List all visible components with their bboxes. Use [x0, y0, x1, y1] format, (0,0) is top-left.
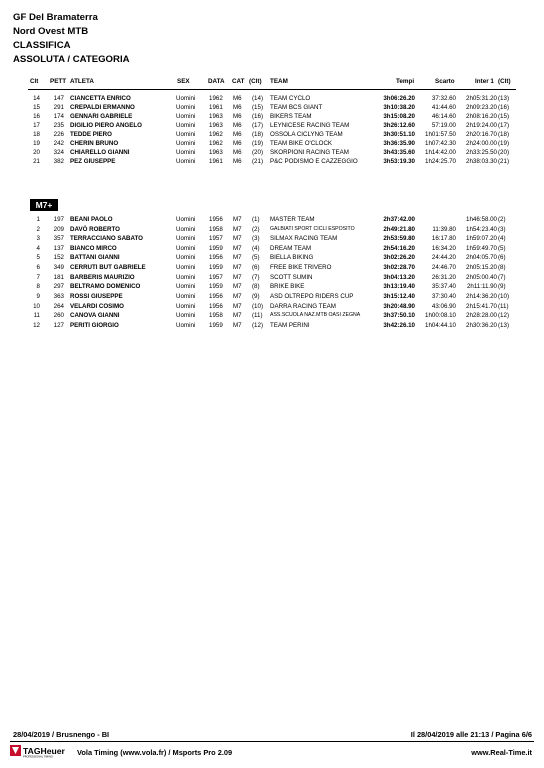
cell-cat: M7: [233, 292, 242, 300]
cell-team: BIELLA BIKING: [270, 254, 314, 262]
m7-result-row: [0, 302, 544, 311]
m6-result-row: [0, 94, 544, 103]
cell-cc: (6): [252, 264, 260, 272]
cell-atleta: VELARDI COSIMO: [70, 302, 124, 310]
cell-inter: 2h14:36.20: [466, 292, 497, 300]
cell-atleta: CIANCETTA ENRICO: [70, 95, 131, 102]
cell-scarto: 11:39.80: [432, 225, 456, 233]
cell-scarto: 16:17.80: [431, 235, 456, 243]
cell-sex: Uomini: [176, 225, 196, 233]
m7-result-row: [0, 225, 544, 234]
cell-cat: M7: [233, 225, 242, 233]
cell-cc: (8): [252, 283, 260, 291]
cell-pett: 260: [53, 312, 64, 320]
cell-ic: (8): [498, 264, 506, 272]
cell-cat: M6: [233, 122, 242, 129]
cell-ic: (9): [498, 283, 506, 291]
cell-ic: (18): [498, 131, 510, 138]
cell-team: DREAM TEAM: [270, 244, 312, 252]
col-pett: PETT: [50, 78, 67, 85]
m6-result-row: [0, 121, 544, 130]
cell-cc: (20): [252, 149, 264, 156]
m6-result-row: [0, 130, 544, 139]
col-tempi: Tempi: [396, 78, 415, 85]
cell-clt: 21: [33, 158, 40, 165]
cell-inter: 1h46:58.00: [466, 216, 497, 223]
cell-ic: (21): [498, 158, 510, 165]
cell-atleta: CHIARELLO GIANNI: [70, 149, 130, 156]
cell-cc: (4): [252, 244, 260, 252]
col-inter-rank: (Clt): [498, 78, 511, 85]
cell-sex: Uomini: [176, 292, 196, 300]
cell-sex: Uomini: [176, 140, 196, 147]
cell-pett: 152: [53, 254, 64, 262]
svg-text:TAGHeuer: TAGHeuer: [23, 746, 65, 756]
cell-atleta: DIGILIO PIERO ANGELO: [70, 122, 142, 129]
cell-cc: (18): [252, 131, 264, 138]
cell-inter: 2h20:16.70: [466, 131, 497, 138]
cell-ic: (10): [498, 292, 510, 300]
cell-data: 1959: [209, 283, 223, 291]
m6-result-row: [0, 139, 544, 148]
cell-sex: Uomini: [176, 95, 196, 102]
cell-inter: 2h09:23.20: [466, 104, 497, 111]
cell-inter: 1h59:49.70: [466, 244, 497, 252]
cell-clt: 9: [36, 292, 40, 300]
cell-atleta: ROSSI GIUSEPPE: [70, 292, 123, 300]
cell-data: 1958: [209, 312, 223, 320]
cell-clt: 3: [36, 235, 40, 243]
cell-ic: (13): [498, 321, 510, 329]
cell-tempi: 3h36:35.90: [383, 140, 415, 147]
col-sex: SEX: [177, 78, 190, 85]
cell-team: SKORPIONI RACING TEAM: [270, 149, 349, 156]
cell-pett: 291: [53, 104, 64, 111]
cell-data: 1956: [209, 254, 223, 262]
cell-data: 1957: [209, 235, 223, 243]
col-scarto: Scarto: [435, 78, 455, 85]
cell-cat: M6: [233, 140, 242, 147]
cell-cat: M7: [233, 216, 242, 223]
cell-clt: 11: [33, 312, 40, 320]
cell-team: SILMAX RACING TEAM: [270, 235, 338, 243]
cell-atleta: BELTRAMO DOMENICO: [70, 283, 141, 291]
cell-team: SCOTT SUMIN: [270, 273, 313, 281]
cell-scarto: 24:44.20: [431, 254, 456, 262]
cell-scarto: 35:37.40: [431, 283, 456, 291]
cell-team: DARRA RACING TEAM: [270, 302, 336, 310]
cell-pett: 226: [53, 131, 64, 138]
cell-tempi: 3h02:26.20: [383, 254, 415, 262]
cell-cat: M7: [233, 321, 242, 329]
cell-cc: (5): [252, 254, 260, 262]
cell-data: 1962: [209, 140, 223, 147]
cell-cc: (12): [252, 321, 264, 329]
cell-tempi: 3h06:26.20: [383, 95, 415, 102]
cell-pett: 181: [53, 273, 64, 281]
cell-clt: 20: [33, 149, 40, 156]
cell-pett: 235: [53, 122, 64, 129]
cell-pett: 127: [53, 321, 64, 329]
cell-cc: (15): [252, 104, 264, 111]
cell-sex: Uomini: [176, 216, 196, 223]
cell-team: TEAM PERINI: [270, 321, 310, 329]
cell-ic: (13): [498, 95, 510, 102]
cell-data: 1963: [209, 149, 223, 156]
cell-clt: 17: [33, 122, 40, 129]
m6-result-row: [0, 148, 544, 157]
cell-pett: 363: [53, 292, 64, 300]
svg-text:PROFESSIONAL TIMING: PROFESSIONAL TIMING: [23, 755, 53, 758]
cell-sex: Uomini: [176, 312, 196, 320]
cell-inter: 2h33:25.50: [466, 149, 497, 156]
m7-result-row: [0, 273, 544, 282]
cell-team: LEYNICESE RACING TEAM: [270, 122, 350, 129]
cell-inter: 2h28:28.00: [466, 312, 497, 320]
cell-pett: 242: [53, 140, 64, 147]
footer-date-location: 28/04/2019 / Brusnengo - BI: [13, 730, 110, 739]
cell-scarto: 26:31.20: [431, 273, 456, 281]
cell-scarto: 24:46.70: [431, 264, 456, 272]
cell-atleta: PEZ GIUSEPPE: [70, 158, 116, 165]
cell-scarto: 57:19.00: [431, 122, 456, 129]
cell-scarto: 37:30.40: [431, 292, 456, 300]
cell-clt: 10: [33, 302, 40, 310]
cell-sex: Uomini: [176, 273, 196, 281]
cell-clt: 12: [33, 321, 40, 329]
cell-clt: 15: [33, 104, 40, 111]
cell-sex: Uomini: [176, 264, 196, 272]
footer-software-credit: Vola Timing (www.vola.fr) / Msports Pro 2.09: [77, 748, 233, 757]
col-cat-rank: (Clt): [249, 78, 262, 85]
cell-team: GALBIATI SPORT CICLI ESPOSITO: [270, 225, 355, 232]
cell-inter: 2h04:05.70: [466, 254, 497, 262]
cell-tempi: 3h43:35.60: [383, 149, 415, 156]
m7-result-row: [0, 263, 544, 272]
classification-title: CLASSIFICA: [13, 40, 71, 51]
cell-tempi: 3h10:38.20: [383, 104, 415, 111]
cell-cat: M7: [233, 302, 242, 310]
cell-scarto: 1h24:25.70: [425, 158, 456, 165]
cell-sex: Uomini: [176, 149, 196, 156]
cell-ic: (12): [498, 312, 510, 320]
footer-website: www.Real-Time.it: [471, 748, 532, 757]
cell-pett: 382: [53, 158, 64, 165]
cell-tempi: 3h13:19.40: [383, 283, 415, 291]
cell-cc: (1): [252, 216, 260, 223]
cell-data: 1956: [209, 216, 223, 223]
m7-result-row: [0, 244, 544, 253]
cell-inter: 2h11:11.90: [466, 283, 497, 291]
cell-scarto: 1h00:08.10: [425, 312, 456, 320]
cell-atleta: CANOVA GIANNI: [70, 312, 120, 320]
cell-sex: Uomini: [176, 104, 196, 111]
cell-tempi: 3h15:12.40: [383, 292, 415, 300]
m7-result-row: [0, 292, 544, 301]
cell-team: TEAM BIKE O'CLOCK: [270, 140, 333, 147]
col-cat: CAT: [232, 78, 245, 85]
cell-atleta: DAVÒ ROBERTO: [70, 225, 120, 233]
cell-cat: M6: [233, 158, 242, 165]
cell-ic: (2): [498, 216, 506, 223]
cell-scarto: 41:44.60: [431, 104, 456, 111]
cell-cat: M7: [233, 283, 242, 291]
cell-cc: (14): [252, 95, 264, 102]
cell-inter: 1h59:07.20: [466, 235, 497, 243]
cell-team: TEAM CYCLO: [270, 95, 311, 102]
cell-ic: (16): [498, 104, 510, 111]
cell-sex: Uomini: [176, 321, 196, 329]
cell-cat: M7: [233, 312, 242, 320]
m7-result-row: [0, 234, 544, 243]
cell-atleta: CREPALDI ERMANNO: [70, 104, 135, 111]
cell-sex: Uomini: [176, 302, 196, 310]
cell-cat: M7: [233, 235, 242, 243]
cell-cat: M6: [233, 95, 242, 102]
m7-result-row: [0, 215, 544, 224]
cell-data: 1961: [209, 158, 223, 165]
cell-tempi: 3h20:48.90: [383, 302, 415, 310]
cell-team: FREE BIKE TRIVERO: [270, 264, 332, 272]
cell-clt: 6: [36, 264, 40, 272]
cell-sex: Uomini: [176, 122, 196, 129]
cell-scarto: 1h14:42.00: [425, 149, 456, 156]
cell-atleta: GENNARI GABRIELE: [70, 113, 133, 120]
cell-sex: Uomini: [176, 244, 196, 252]
cell-data: 1956: [209, 302, 223, 310]
event-subtitle: Nord Ovest MTB: [13, 26, 89, 37]
cell-scarto: 46:14.60: [431, 113, 456, 120]
cell-team: BRIKE BIKE: [270, 283, 305, 291]
cell-inter: 2h38:03.30: [466, 158, 497, 165]
cell-pett: 357: [53, 235, 64, 243]
cell-pett: 297: [53, 283, 64, 291]
cell-clt: 8: [36, 283, 40, 291]
m6-result-row: [0, 112, 544, 121]
cell-data: 1963: [209, 122, 223, 129]
cell-sex: Uomini: [176, 235, 196, 243]
cell-cc: (7): [252, 273, 260, 281]
cell-pett: 137: [53, 244, 64, 252]
cell-inter: 2h05:15.20: [466, 264, 497, 272]
cell-atleta: BATTANI GIANNI: [70, 254, 120, 262]
cell-tempi: 3h37:50.10: [383, 312, 415, 320]
cell-ic: (5): [498, 244, 506, 252]
cell-cat: M7: [233, 273, 242, 281]
m7-result-row: [0, 253, 544, 262]
cell-ic: (15): [498, 113, 510, 120]
cell-team: OSSOLA CICLYNG TEAM: [270, 131, 343, 138]
cell-data: 1962: [209, 131, 223, 138]
cell-cat: M7: [233, 254, 242, 262]
col-clt: Clt: [30, 78, 39, 85]
cell-ic: (20): [498, 149, 510, 156]
cell-atleta: BIANCO MIRCO: [70, 244, 117, 252]
col-inter1: Inter 1: [475, 78, 494, 85]
col-data: DATA: [208, 78, 225, 85]
cell-tempi: 2h37:42.00: [383, 216, 415, 223]
cell-scarto: 1h07:42.30: [425, 140, 456, 147]
cell-inter: 1h54:23.40: [466, 225, 497, 233]
cell-tempi: 3h26:12.60: [383, 122, 415, 129]
cell-cat: M7: [233, 264, 242, 272]
cell-clt: 16: [33, 113, 40, 120]
cell-data: 1961: [209, 104, 223, 111]
cell-ic: (17): [498, 122, 510, 129]
cell-inter: 2h24:00.00: [466, 140, 497, 147]
cell-clt: 19: [33, 140, 40, 147]
cell-inter: 2h05:31.20: [466, 95, 497, 102]
cell-ic: (11): [498, 302, 509, 310]
cell-tempi: 3h15:08.20: [383, 113, 415, 120]
column-header-row: [0, 78, 544, 88]
cell-tempi: 3h02:28.70: [383, 264, 415, 272]
cell-ic: (7): [498, 273, 506, 281]
cell-cat: M6: [233, 131, 242, 138]
cell-scarto: 1h01:57.50: [425, 131, 456, 138]
cell-scarto: 1h04:44.10: [425, 321, 456, 329]
cell-cc: (11): [252, 312, 263, 320]
cell-data: 1959: [209, 244, 223, 252]
cell-inter: 2h15:41.70: [466, 302, 497, 310]
cell-atleta: CHERIN BRUNO: [70, 140, 119, 147]
cell-ic: (4): [498, 235, 506, 243]
cell-data: 1963: [209, 113, 223, 120]
cell-team: ASD OLTREPO RIDERS CUP: [270, 292, 354, 300]
cell-inter: 2h30:36.20: [466, 321, 497, 329]
cell-ic: (19): [498, 140, 510, 147]
cell-atleta: PERITI GIORGIO: [70, 321, 119, 329]
m7-result-row: [0, 282, 544, 291]
event-title: GF Del Bramaterra: [13, 12, 98, 23]
cell-clt: 4: [36, 244, 40, 252]
cell-team: P&C PODISMO E CAZZEGGIO: [270, 158, 358, 165]
cell-pett: 147: [53, 95, 64, 102]
cell-atleta: BEANI PAOLO: [70, 216, 113, 223]
cell-cat: M6: [233, 113, 242, 120]
cell-clt: 2: [36, 225, 40, 233]
m7-result-row: [0, 311, 544, 320]
cell-inter: 2h19:24.00: [466, 122, 497, 129]
cell-cc: (10): [252, 302, 264, 310]
m6-result-row: [0, 103, 544, 112]
col-atleta: ATLETA: [70, 78, 94, 85]
m6-result-row: [0, 157, 544, 166]
cell-pett: 324: [53, 149, 64, 156]
cell-inter: 2h05:00.40: [466, 273, 497, 281]
cell-tempi: 2h49:21.80: [383, 225, 415, 233]
cell-pett: 197: [53, 216, 64, 223]
cell-data: 1959: [209, 321, 223, 329]
cell-atleta: BARBERIS MAURIZIO: [70, 273, 135, 281]
cell-pett: 209: [53, 225, 64, 233]
cell-sex: Uomini: [176, 131, 196, 138]
cell-tempi: 3h04:13.20: [383, 273, 415, 281]
cell-scarto: 16:34.20: [431, 244, 456, 252]
cell-team: MASTER TEAM: [270, 216, 315, 223]
cell-sex: Uomini: [176, 158, 196, 165]
cell-tempi: 3h30:51.10: [383, 131, 415, 138]
cell-pett: 349: [53, 264, 64, 272]
cell-cc: (3): [252, 235, 260, 243]
cell-data: 1956: [209, 292, 223, 300]
cell-pett: 174: [53, 113, 64, 120]
header-divider: [28, 89, 516, 90]
cell-team: ASS.SCUOLA NAZ.MTB OASI ZEGNA: [270, 312, 361, 319]
m7-result-row: [0, 321, 544, 330]
cell-inter: 2h08:16.20: [466, 113, 497, 120]
cell-cat: M6: [233, 149, 242, 156]
cell-clt: 14: [33, 95, 40, 102]
cell-data: 1962: [209, 95, 223, 102]
cell-clt: 18: [33, 131, 40, 138]
cell-cat: M6: [233, 104, 242, 111]
col-team: TEAM: [270, 78, 288, 85]
cell-clt: 7: [36, 273, 40, 281]
cell-tempi: 3h42:26.10: [383, 321, 415, 329]
cell-sex: Uomini: [176, 283, 196, 291]
cell-tempi: 3h53:19.30: [383, 158, 415, 165]
tagheuer-logo: [10, 744, 70, 758]
cell-cc: (16): [252, 113, 264, 120]
cell-tempi: 2h53:59.80: [383, 235, 415, 243]
classification-type: ASSOLUTA / CATEGORIA: [13, 54, 130, 65]
footer-timestamp-page: Il 28/04/2019 alle 21:13 / Pagina 6/6: [410, 730, 532, 739]
cell-atleta: TEDDE PIERO: [70, 131, 112, 138]
cell-sex: Uomini: [176, 254, 196, 262]
footer-divider: [10, 741, 534, 742]
cell-cc: (9): [252, 292, 260, 300]
cell-data: 1959: [209, 264, 223, 272]
cell-cc: (21): [252, 158, 264, 165]
cell-atleta: TERRACCIANO SABATO: [70, 235, 143, 243]
cell-atleta: CERRUTI BUT GABRIELE: [70, 264, 146, 272]
category-badge-m7: M7+: [30, 199, 58, 211]
cell-cat: M7: [233, 244, 242, 252]
cell-ic: (3): [498, 225, 506, 233]
cell-scarto: 37:32.60: [431, 95, 456, 102]
cell-data: 1957: [209, 273, 223, 281]
cell-data: 1958: [209, 225, 223, 233]
cell-ic: (6): [498, 254, 506, 262]
cell-cc: (17): [252, 122, 264, 129]
cell-pett: 264: [53, 302, 64, 310]
cell-cc: (19): [252, 140, 264, 147]
cell-clt: 5: [36, 254, 40, 262]
cell-cc: (2): [252, 225, 260, 233]
cell-team: TEAM BCS GIANT: [270, 104, 323, 111]
cell-tempi: 2h54:16.20: [383, 244, 415, 252]
cell-scarto: 43:06.90: [431, 302, 456, 310]
cell-sex: Uomini: [176, 113, 196, 120]
cell-clt: 1: [36, 216, 40, 223]
cell-team: BIKERS TEAM: [270, 113, 312, 120]
